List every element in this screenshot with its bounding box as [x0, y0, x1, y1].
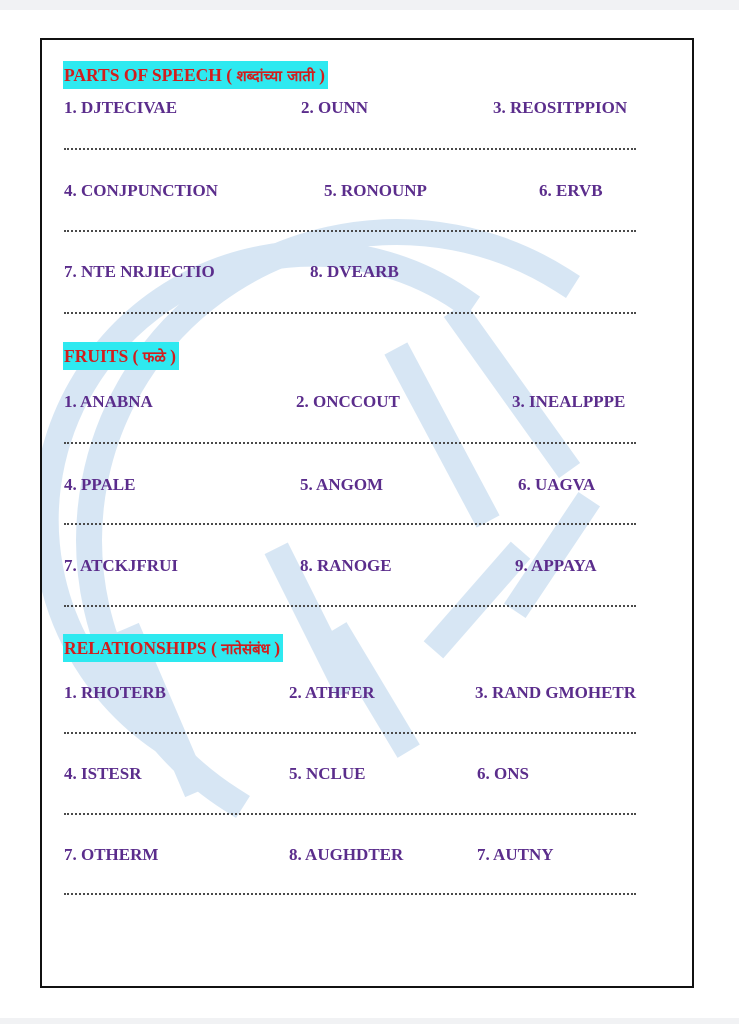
- word-item: 2. ATHFER: [289, 683, 375, 702]
- word-item: 5. RONOUNP: [324, 181, 427, 200]
- word-item: 7. ATCKJFRUI: [64, 556, 178, 575]
- word-item: 1. ANABNA: [64, 392, 153, 411]
- word-item: 1. DJTECIVAE: [64, 98, 178, 117]
- word-item: 8. RANOGE: [300, 556, 392, 575]
- section-title-end: ): [274, 638, 281, 658]
- section-title: FRUITS (: [64, 346, 139, 366]
- section-title-end: ): [170, 346, 176, 366]
- word-item: 4. ISTESR: [64, 764, 142, 783]
- section-title-marathi: फळे: [142, 348, 166, 366]
- word-item: 3. INEALPPPE: [512, 392, 626, 411]
- word-item: 8. DVEARB: [310, 262, 399, 281]
- word-item: 8. AUGHDTER: [289, 845, 404, 864]
- word-item: 2. ONCCOUT: [296, 392, 400, 411]
- answer-line: [64, 312, 636, 314]
- section-title-end: ): [319, 65, 325, 85]
- word-item: 6. ONS: [477, 764, 529, 783]
- word-item: 4. PPALE: [64, 475, 136, 494]
- answer-line: [64, 442, 636, 444]
- section-heading-parts-of-speech: [63, 61, 328, 89]
- word-item: 5. ANGOM: [300, 475, 384, 494]
- word-item: 4. CONJPUNCTION: [64, 181, 218, 200]
- word-item: 9. APPAYA: [515, 556, 597, 575]
- section-title: RELATIONSHIPS (: [64, 638, 217, 658]
- answer-line: [64, 230, 636, 232]
- page: [0, 10, 739, 1018]
- answer-line: [64, 605, 636, 607]
- word-item: 1. RHOTERB: [64, 683, 167, 702]
- section-title: PARTS OF SPEECH (: [64, 65, 233, 85]
- section-title-marathi: नातेसंबंध: [221, 640, 270, 658]
- section-title-marathi: शब्दांच्या जाती: [236, 67, 315, 85]
- answer-line: [64, 893, 636, 895]
- word-item: 3. REOSITPPION: [493, 98, 628, 117]
- word-item: 7. AUTNY: [477, 845, 554, 864]
- word-item: 7. NTE NRJIECTIO: [64, 262, 215, 281]
- word-item: 7. OTHERM: [64, 845, 159, 864]
- word-item: 3. RAND GMOHETR: [475, 683, 637, 702]
- worksheet: [40, 38, 694, 988]
- word-item: 2. OUNN: [301, 98, 369, 117]
- word-item: 6. UAGVA: [518, 475, 596, 494]
- answer-line: [64, 523, 636, 525]
- answer-line: [64, 732, 636, 734]
- answer-line: [64, 148, 636, 150]
- word-item: 5. NCLUE: [289, 764, 366, 783]
- answer-line: [64, 813, 636, 815]
- word-item: 6. ERVB: [539, 181, 603, 200]
- section-heading-fruits: [63, 342, 179, 370]
- section-heading-relationships: [63, 634, 283, 662]
